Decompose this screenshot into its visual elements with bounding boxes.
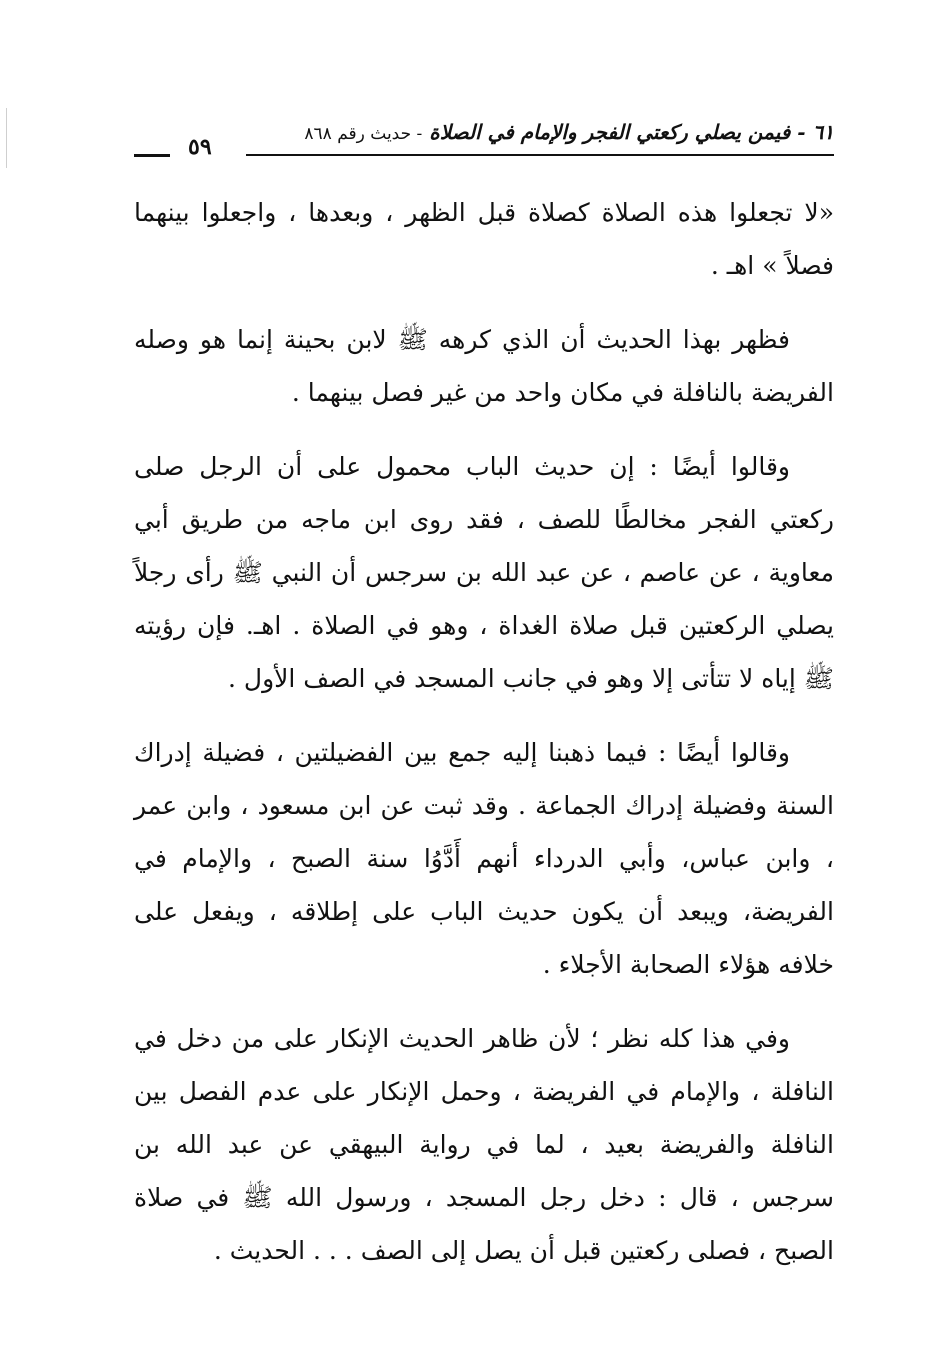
- paragraph: وفي هذا كله نظر ؛ لأن ظاهر الحديث الإنكار على من دخل في النافلة ، والإمام في الفريضة ، وحمل الإنكار على عدم الفصل بين النافلة والفريضة بعيد ، لما في رواية البيهقي عن عبد الله بن سرجس ، قال : دخل رجل المسجد ، ورسول الله ﷺ في صلاة الصبح ، فصلى ركعتين قبل أن يصل إلى الصف . . . الحديث .: [134, 1024, 834, 1265]
- paragraph-quote: «لا تجعلوا هذه الصلاة كصلاة قبل الظهر ، وبعدها ، واجعلوا بينهما فصلاً » اهـ .: [134, 198, 834, 280]
- margin-mark: [6, 108, 7, 168]
- page-number-dash: [134, 154, 170, 157]
- page-number: ٥٩: [188, 134, 212, 160]
- header-rule: [246, 154, 834, 156]
- body-text: [134, 186, 834, 1298]
- paragraph: فظهر بهذا الحديث أن الذي كرهه ﷺ لابن بحينة إنما هو وصله الفريضة بالنافلة في مكان واحد من غير فصل بينهما .: [134, 325, 834, 407]
- hadith-reference: - حديث رقم ٨٦٨: [304, 124, 423, 144]
- paragraph: وقالوا أيضًا : فيما ذهبنا إليه جمع بين الفضيلتين ، فضيلة إدراك السنة وفضيلة إدراك الجماعة . وقد ثبت عن ابن مسعود ، وابن عمر ، وابن عباس، وأبي الدرداء أنهم أَدَّوُا سنة الصبح ، والإمام في الفريضة، ويبعد أن يكون حديث الباب على إطلاقه ، ويفعل على خلافه هؤلاء الصحابة الأجلاء .: [134, 738, 834, 979]
- header-title: [304, 120, 834, 144]
- running-header: [134, 120, 834, 164]
- chapter-title: ٦١ - فيمن يصلي ركعتي الفجر والإمام في الصلاة: [429, 120, 834, 144]
- paragraph: وقالوا أيضًا : إن حديث الباب محمول على أن الرجل صلى ركعتي الفجر مخالطًا للصف ، فقد روى ابن ماجه من طريق أبي معاوية ، عن عاصم ، عن عبد الله بن سرجس أن النبي ﷺ رأى رجلاً يصلي الركعتين قبل صلاة الغداة ، وهو في الصلاة . اهـ. فإن رؤيته ﷺ إياه لا تتأتى إلا وهو في جانب المسجد في الصف الأول .: [134, 452, 834, 693]
